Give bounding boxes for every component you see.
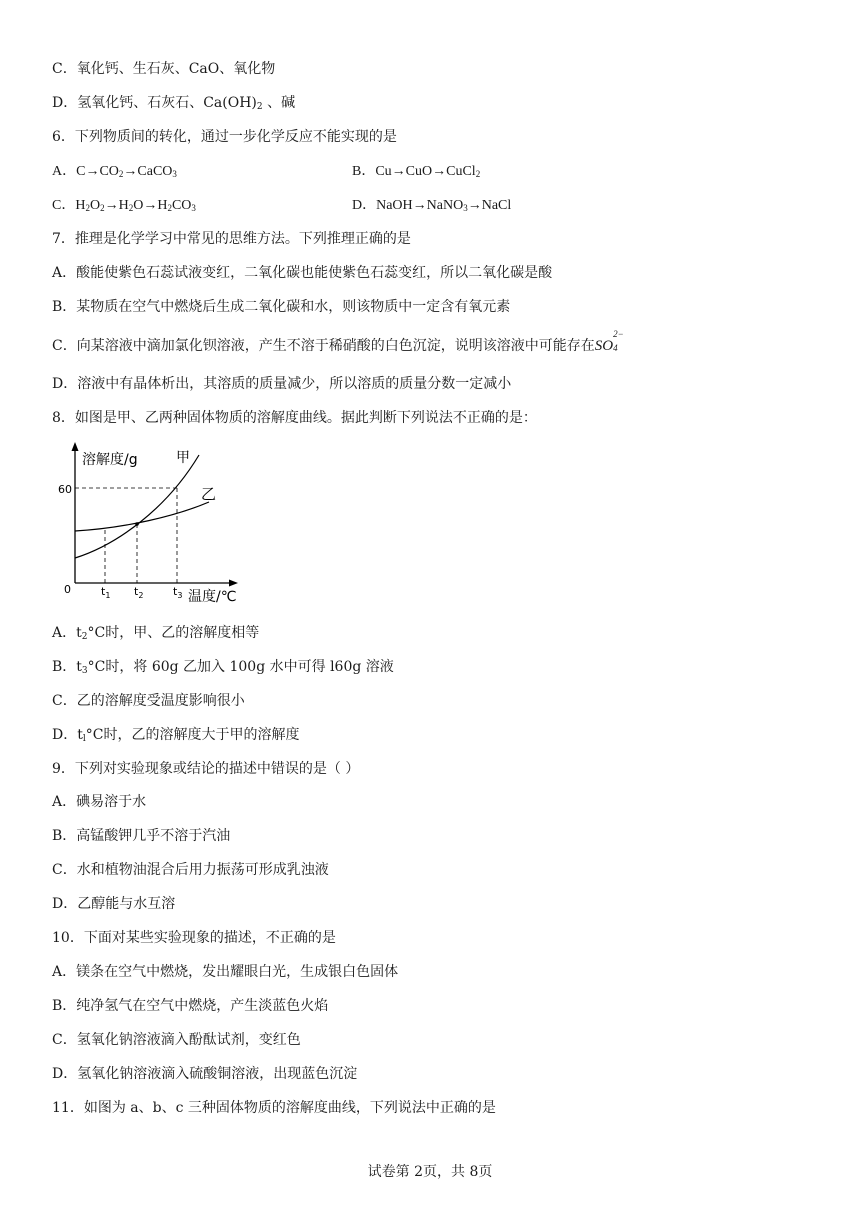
q8d-text: D．t: [52, 727, 83, 743]
q8-option-b: [52, 658, 394, 676]
q9-option-d: D．乙醇能与水互溶: [52, 896, 176, 912]
q10-option-d: D．氢氧化钠溶液滴入硫酸铜溶液，出现蓝色沉淀: [52, 1066, 358, 1082]
y-axis-arrow: [72, 442, 79, 451]
q6c-s1: 2: [85, 203, 90, 213]
q10-option-c: C．氢氧化钠溶液滴入酚酞试剂，变红色: [52, 1032, 301, 1048]
q9-option-c: C．水和植物油混合后用力振荡可形成乳浊液: [52, 862, 329, 878]
q8a-sub: 2: [81, 632, 88, 642]
q6d-text: D．NaOH→NaNO: [352, 198, 464, 213]
q7-option-b: B．某物质在空气中燃烧后生成二氧化碳和水，则该物质中一定含有氧元素: [52, 299, 511, 315]
q9-option-a: A．碘易溶于水: [52, 794, 147, 810]
y-tick-60: 60: [58, 483, 72, 496]
q6a-sub: 2: [118, 169, 124, 179]
solubility-curve-graph: [56, 440, 246, 605]
q7-option-a: A．酸能使紫色石蕊试液变红，二氧化碳也能使紫色石蕊变红，所以二氧化碳是酸: [52, 265, 553, 281]
q8-option-a: [52, 624, 259, 642]
q6c-s4: 2: [167, 203, 172, 213]
curve-yi: [75, 502, 209, 531]
q8d-post: °C时，乙的溶解度大于甲的溶解度: [85, 727, 300, 743]
q6-option-c: [52, 197, 196, 215]
question-7: 7．推理是化学学习中常见的思维方法。下列推理正确的是: [52, 231, 411, 247]
q6-option-d: [352, 197, 511, 215]
t3-label: [173, 585, 182, 600]
t1-sub: 1: [105, 591, 111, 600]
t1-base: t: [101, 585, 106, 598]
question-11: 11．如图为 a、b、c 三种固体物质的溶解度曲线，下列说法中正确的是: [52, 1100, 496, 1116]
q8-option-d: [52, 726, 299, 744]
sulfate-ion-symbol: SO: [594, 338, 614, 354]
origin-label: 0: [64, 583, 71, 596]
q5-option-c: C．氧化钙、生石灰、CaO、氧化物: [52, 61, 276, 77]
t2-base: t: [134, 585, 139, 598]
q6c-s2: 2: [100, 203, 105, 213]
curve-jia: [75, 455, 199, 558]
t1-label: [101, 585, 110, 600]
q5d-sub: 2: [256, 102, 263, 112]
q6c-s3: 2: [128, 203, 134, 213]
t3-base: t: [173, 585, 178, 598]
q5d-post: 、碱: [262, 95, 296, 111]
q6d-sub: 3: [463, 203, 468, 213]
curve-yi-label: 乙: [201, 485, 217, 503]
q6-option-b: [352, 163, 480, 181]
q6c-t2: →H: [104, 198, 129, 213]
q9-option-b: B．高锰酸钾几乎不溶于汽油: [52, 828, 231, 844]
x-axis-label: 温度/℃: [188, 589, 237, 605]
t3-sub: 3: [177, 591, 183, 600]
question-8: 8．如图是甲、乙两种固体物质的溶解度曲线。据此判断下列说法不正确的是：: [52, 410, 537, 426]
q7c-text: C．向某溶液中滴加氯化钡溶液，产生不溶于稀硝酸的白色沉淀，说明该溶液中可能存在: [52, 338, 595, 354]
curve-jia-label: 甲: [176, 450, 190, 466]
q8-option-c: C．乙的溶解度受温度影响很小: [52, 693, 245, 709]
q6c-t3: O→H: [133, 198, 168, 213]
q6c-t0: C．H: [52, 198, 86, 213]
q7-option-d: D．溶液中有晶体析出，其溶质的质量减少，所以溶质的质量分数一定减小: [52, 376, 512, 392]
q6-option-a: [52, 163, 177, 181]
page-footer: 试卷第 2页，共 8页: [367, 1164, 493, 1180]
question-9: 9．下列对实验现象或结论的描述中错误的是（ ）: [52, 761, 360, 777]
q8b-sub: 3: [81, 666, 88, 676]
y-axis-label: 溶解度/g: [82, 452, 138, 468]
q10-option-a: A．镁条在空气中燃烧，发出耀眼白光，生成银白色固体: [52, 964, 399, 980]
question-10: 10．下面对某些实验现象的描述，不正确的是: [52, 930, 336, 946]
q6c-t4: CO: [171, 198, 192, 213]
q8d-sub: l: [82, 734, 86, 744]
q6c-s5: 3: [191, 203, 196, 213]
q6a-text: A．C→CO: [52, 164, 119, 179]
t2-sub: 2: [138, 591, 144, 600]
q8a-post: °C时，甲、乙的溶解度相等: [87, 625, 260, 641]
q6c-t1: O: [89, 198, 101, 213]
q10-option-b: B．纯净氢气在空气中燃烧，产生淡蓝色火焰: [52, 998, 329, 1014]
t2-label: [134, 585, 143, 600]
q6b-text: B．Cu→CuO→CuCl: [352, 164, 476, 179]
q5-option-d: [52, 94, 295, 112]
x-axis-arrow: [229, 580, 238, 587]
question-6: 6．下列物质间的转化，通过一步化学反应不能实现的是: [52, 129, 397, 145]
q6b-sub: 2: [475, 169, 481, 179]
q6a-sub2: 3: [172, 169, 177, 179]
q5d-text: D．氢氧化钙、石灰石、Ca(OH): [52, 95, 257, 111]
q6d-post: →NaCl: [467, 198, 512, 213]
q8a-text: A．t: [52, 625, 82, 641]
intersection-point: [135, 522, 139, 526]
q8b-post: °C时，将 60g 乙加入 100g 水中可得 l60g 溶液: [87, 659, 394, 675]
q7-option-c: [52, 329, 625, 355]
q6a-post: →CaCO: [123, 164, 173, 179]
sulfate-ion: SO 2− 4: [594, 329, 624, 354]
q8b-text: B．t: [52, 659, 82, 675]
